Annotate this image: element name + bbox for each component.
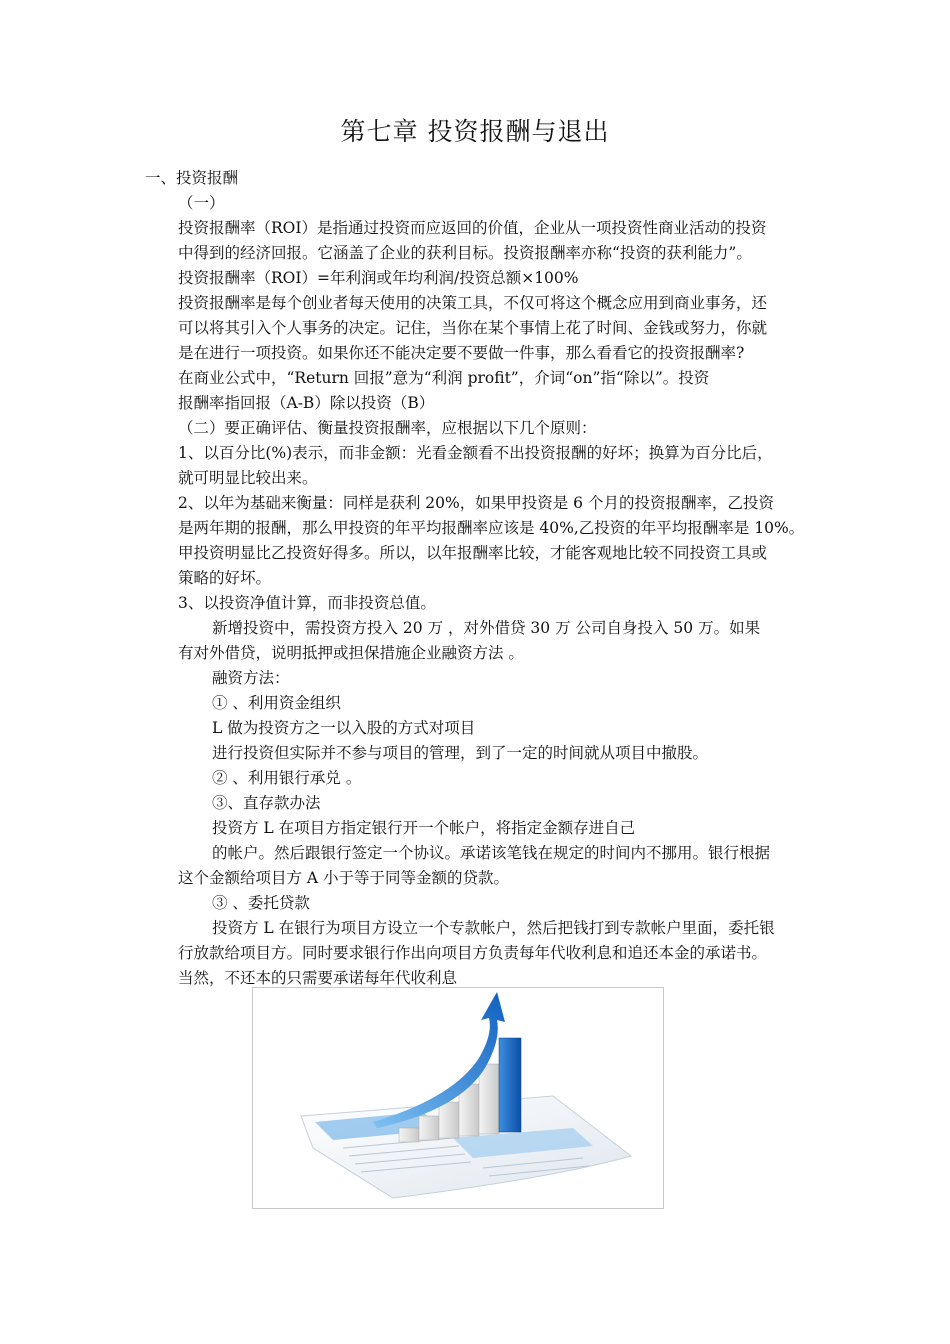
paragraph-line: 进行投资但实际并不参与项目的管理，到了一定的时间就从项目中撤股。 <box>212 744 709 762</box>
paragraph-line: 投资报酬率（ROI）是指通过投资而应返回的价值，企业从一项投资性商业活动的投资 <box>178 219 767 237</box>
list-item: ③、直存款办法 <box>212 794 321 812</box>
paragraph-line: 有对外借贷，说明抵押或担保措施企业融资方法 。 <box>178 644 524 662</box>
growth-chart-illustration <box>252 987 664 1209</box>
paragraph-line: 投资方 L 在项目方指定银行开一个帐户，将指定金额存进自己 <box>212 819 636 837</box>
paragraph-line: 新增投资中，需投资方投入 20 万 ，对外借贷 30 万 公司自身投入 50 万。如果 <box>212 619 761 637</box>
subsection-heading: （二）要正确评估、衡量投资报酬率，应根据以下几个原则： <box>178 419 597 437</box>
paragraph-line: 策略的好坏。 <box>178 569 272 587</box>
paragraph-line: 2、以年为基础来衡量：同样是获利 20%，如果甲投资是 6 个月的投资报酬率，乙投资 <box>178 494 774 512</box>
subsection-label: （一） <box>178 194 225 212</box>
section-heading: 一、投资报酬 <box>145 169 239 187</box>
paragraph-line: 甲投资明显比乙投资好得多。所以，以年报酬率比较，才能客观地比较不同投资工具或 <box>178 544 768 562</box>
paragraph-line: L 做为投资方之一以入股的方式对项目 <box>212 719 476 737</box>
paragraph-line: 报酬率指回报（A-B）除以投资（B） <box>178 394 435 412</box>
paragraph-line: 的帐户。然后跟银行签定一个协议。承诺该笔钱在规定的时间内不挪用。银行根据 <box>212 844 771 862</box>
list-heading: 融资方法： <box>212 669 290 687</box>
formula-line: 投资报酬率（ROI）=年利润或年均利润/投资总额×100% <box>178 269 579 287</box>
paragraph-line: 3、以投资净值计算，而非投资总值。 <box>178 594 436 612</box>
chapter-title: 第七章 投资报酬与退出 <box>340 117 610 146</box>
list-item: ① 、利用资金组织 <box>212 694 341 712</box>
growth-chart-svg <box>253 988 663 1208</box>
paragraph-line: 就可明显比较出来。 <box>178 469 318 487</box>
paragraph-line: 1、以百分比(%)表示，而非金额：光看金额看不出投资报酬的好坏；换算为百分比后， <box>178 444 773 462</box>
paragraph-line: 可以将其引入个人事务的决定。记住，当你在某个事情上花了时间、金钱或努力，你就 <box>178 319 768 337</box>
paragraph-line: 当然，不还本的只需要承诺每年代收利息 <box>178 969 458 987</box>
paragraph-line: 是在进行一项投资。如果你还不能决定要不要做一件事，那么看看它的投资报酬率? <box>178 344 745 362</box>
list-item: ② 、利用银行承兑 。 <box>212 769 362 787</box>
list-item: ③ 、委托贷款 <box>212 894 310 912</box>
paragraph-line: 这个金额给项目方 A 小于等于同等金额的贷款。 <box>178 869 510 887</box>
paragraph-line: 在商业公式中，“Return 回报”意为“利润 profit”，介词“on”指“除以”。投资 <box>178 369 710 387</box>
paragraph-line: 中得到的经济回报。它涵盖了企业的获利目标。投资报酬率亦称“投资的获利能力”。 <box>178 244 752 262</box>
paragraph-line: 投资报酬率是每个创业者每天使用的决策工具，不仅可将这个概念应用到商业事务，还 <box>178 294 768 312</box>
paragraph-line: 是两年期的报酬，那么甲投资的年平均报酬率应该是 40%,乙投资的年平均报酬率是 10%。 <box>178 519 805 537</box>
paragraph-line: 投资方 L 在银行为项目方设立一个专款帐户，然后把钱打到专款帐户里面，委托银 <box>212 919 775 937</box>
paragraph-line: 行放款给项目方。同时要求银行作出向项目方负责每年代收利息和追还本金的承诺书。 <box>178 944 768 962</box>
